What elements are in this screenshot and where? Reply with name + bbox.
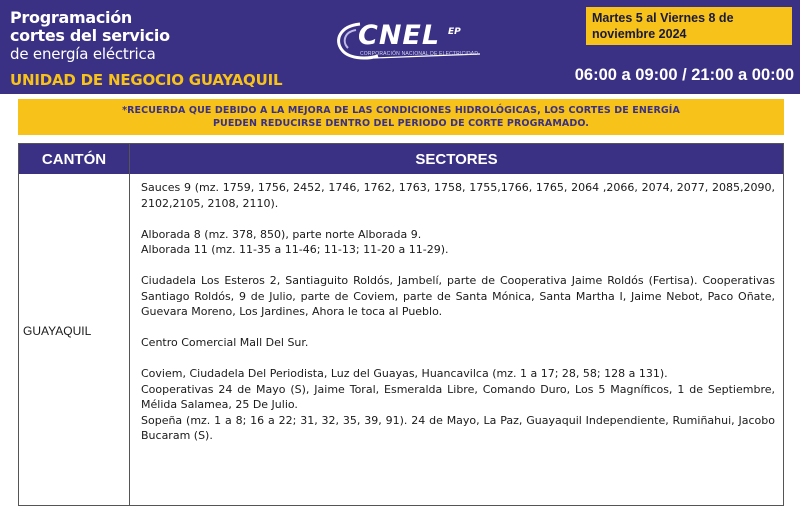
sector-line: Alborada 8 (mz. 378, 850), parte norte Alborada 9. [141, 227, 422, 241]
sector-line: Cooperativas 24 de Mayo (S), Jaime Toral, Esmeralda Libre, Comando Duro, Los 5 Magníficos, 1 de Septiembre, Mélida Salamea, 25 De Julio. [141, 382, 775, 411]
outage-table [18, 143, 784, 506]
table-header [19, 144, 783, 174]
logo-suffix: EP [448, 27, 461, 37]
notice-line-2: PUEDEN REDUCIRSE DENTRO DEL PERIODO DE CORTE PROGRAMADO. [212, 118, 590, 129]
date-line-2: noviembre 2024 [592, 27, 687, 41]
header-banner [0, 0, 800, 94]
header-sectores: SECTORES [415, 150, 498, 168]
sector-paragraph [141, 273, 775, 320]
logo-subtitle: CORPORACIÓN NACIONAL DE ELECTRICIDAD [360, 51, 479, 57]
sector-paragraph [141, 180, 775, 211]
cnel-logo [330, 18, 490, 70]
title-line-2: cortes del servicio [10, 26, 170, 45]
sector-line: Sopeña (mz. 1 a 8; 16 a 22; 31, 32, 35, 39, 91). 24 de Mayo, La Paz, Guayaquil Independiente, Rumiñahui, Jacobo Bucaram (S). [141, 413, 775, 442]
date-line-1: Martes 5 al Viernes 8 de [592, 11, 734, 25]
sector-line: Sauces 9 (mz. 1759, 1756, 2452, 1746, 1762, 1763, 1758, 1755,1766, 1765, 2064 ,2066, 2074, 2077, 2085,2090, 2102,2105, 2108, 2110). [141, 181, 775, 210]
title-line-3: de energía eléctrica [10, 45, 156, 63]
sector-line: Alborada 11 (mz. 11-35 a 11-46; 11-13; 11-20 a 11-29). [141, 243, 449, 256]
sector-paragraph [141, 227, 775, 258]
logo-wordmark: CNEL [358, 20, 441, 51]
sector-paragraph [141, 366, 775, 444]
sector-paragraph [141, 335, 775, 351]
canton-cell: GUAYAQUIL [19, 174, 130, 505]
date-range-box [586, 7, 792, 45]
title-line-1: Programación [10, 8, 132, 27]
header-canton: CANTÓN [19, 144, 130, 174]
title-block [10, 9, 170, 63]
notice-line-1: *RECUERDA QUE DEBIDO A LA MEJORA DE LAS CONDICIONES HIDROLÓGICAS, LOS CORTES DE ENERGÍA [122, 105, 680, 116]
sector-line: Centro Comercial Mall Del Sur. [141, 336, 309, 349]
time-range: 06:00 a 09:00 / 21:00 a 00:00 [574, 66, 794, 84]
sector-line: Coviem, Ciudadela Del Periodista, Luz del Guayas, Huancavilca (mz. 1 a 17; 28, 58; 128 a 131). [141, 367, 668, 380]
business-unit-label: UNIDAD DE NEGOCIO GUAYAQUIL [10, 71, 283, 89]
sectores-cell [131, 174, 783, 505]
notice-banner [18, 99, 784, 135]
sector-line: Ciudadela Los Esteros 2, Santiaguito Roldós, Jambelí, parte de Cooperativa Jaime Roldós (Fertisa). Cooperativas Santiago Roldós, 9 de Julio, parte de Coviem, parte de Santa Mónica, Santa Martha I, Jaime Nebot, Paco Oñate, Guevara Moreno, Los Jardines, Ahora le toca al Pueblo. [141, 274, 775, 318]
